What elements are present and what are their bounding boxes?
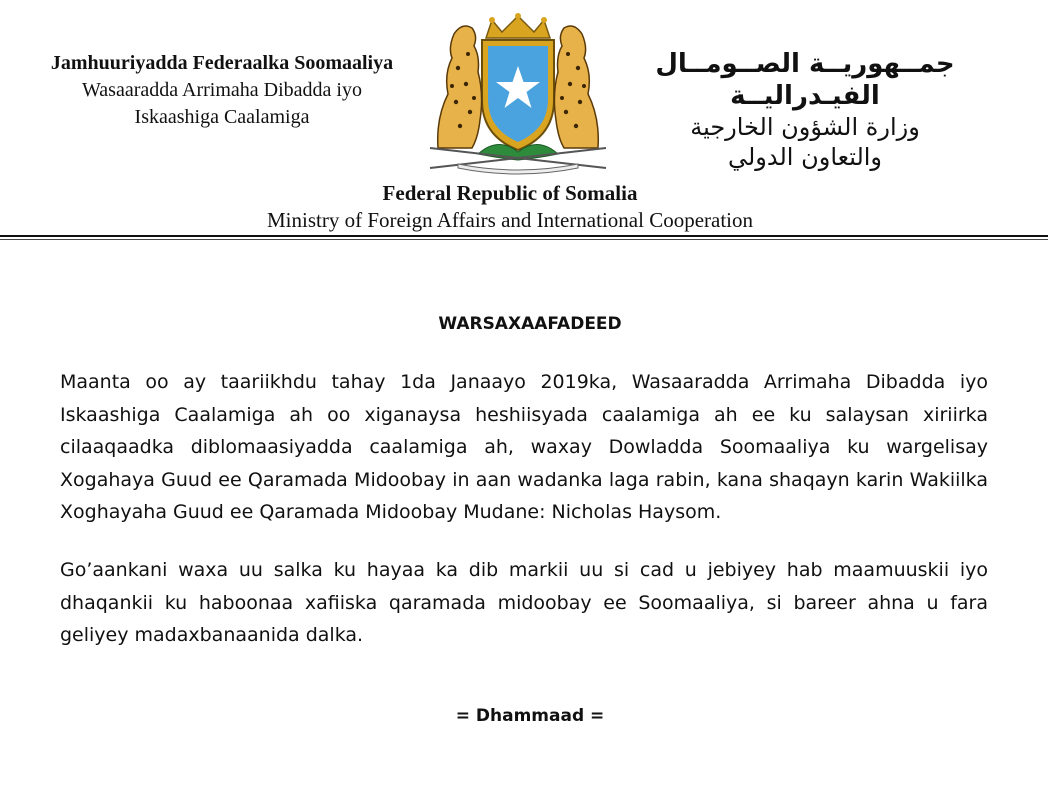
crown-icon (486, 13, 550, 38)
document-title: WARSAXAAFADEED (438, 314, 622, 334)
body-paragraph-2: Go’aankani waxa uu salka ku hayaa ka dib markii uu si cad u jebiyey hab maamuuskii iyo dhaqankii ku haboonaa xafiiska qaramada midoobay ee Soomaaliya, si bareer ahna u fara geliyey madaxbanaanida dalka. (60, 559, 988, 647)
coat-of-arms-emblem (418, 8, 618, 176)
letterhead-somali (22, 50, 422, 131)
arabic-ministry-name-2: والتعاون الدولي (727, 143, 883, 171)
leopard-left-icon (438, 26, 482, 148)
arabic-country-name: جمــهوريــة الصــومــال الفيـدراليــة (655, 49, 955, 111)
letterhead-arabic (600, 48, 1010, 172)
english-ministry-name: Ministry of Foreign Affairs and International Cooperation (266, 208, 753, 232)
shield-icon (482, 40, 554, 150)
letterhead-english (200, 180, 820, 234)
closing-mark: = Dhammaad = (455, 706, 605, 726)
somali-ministry-name-1: Wasaaradda Arrimaha Dibadda iyo (82, 79, 362, 101)
header-divider-thin (0, 239, 1048, 240)
body-paragraph-1: Maanta oo ay taariikhdu tahay 1da Janaayo 2019ka, Wasaaradda Arrimaha Dibadda iyo Iskaashiga Caalamiga ah oo xiganaysa heshiisyada caalamiga ah ee ku salaysan xiriirka cilaaqaadka diblomaasiyadda caalamiga ah, waxay Dowladda Soomaaliya ku wargelisay Xogahaya Guud ee Qaramada Midoobay in aan wadanka laga rabin, kana shaqayn karin Wakiilka Xoghayaha Guud ee Qaramada Midoobay Mudane: Nicholas Haysom. (60, 371, 988, 524)
somali-ministry-name-2: Iskaashiga Caalamiga (134, 106, 310, 128)
somali-country-name: Jamhuuriyadda Federaalka Soomaaliya (50, 52, 394, 74)
english-country-name: Federal Republic of Somalia (382, 181, 638, 205)
leopard-right-icon (554, 26, 598, 148)
header-divider (0, 235, 1048, 237)
arabic-ministry-name-1: وزارة الشؤون الخارجية (690, 113, 920, 141)
